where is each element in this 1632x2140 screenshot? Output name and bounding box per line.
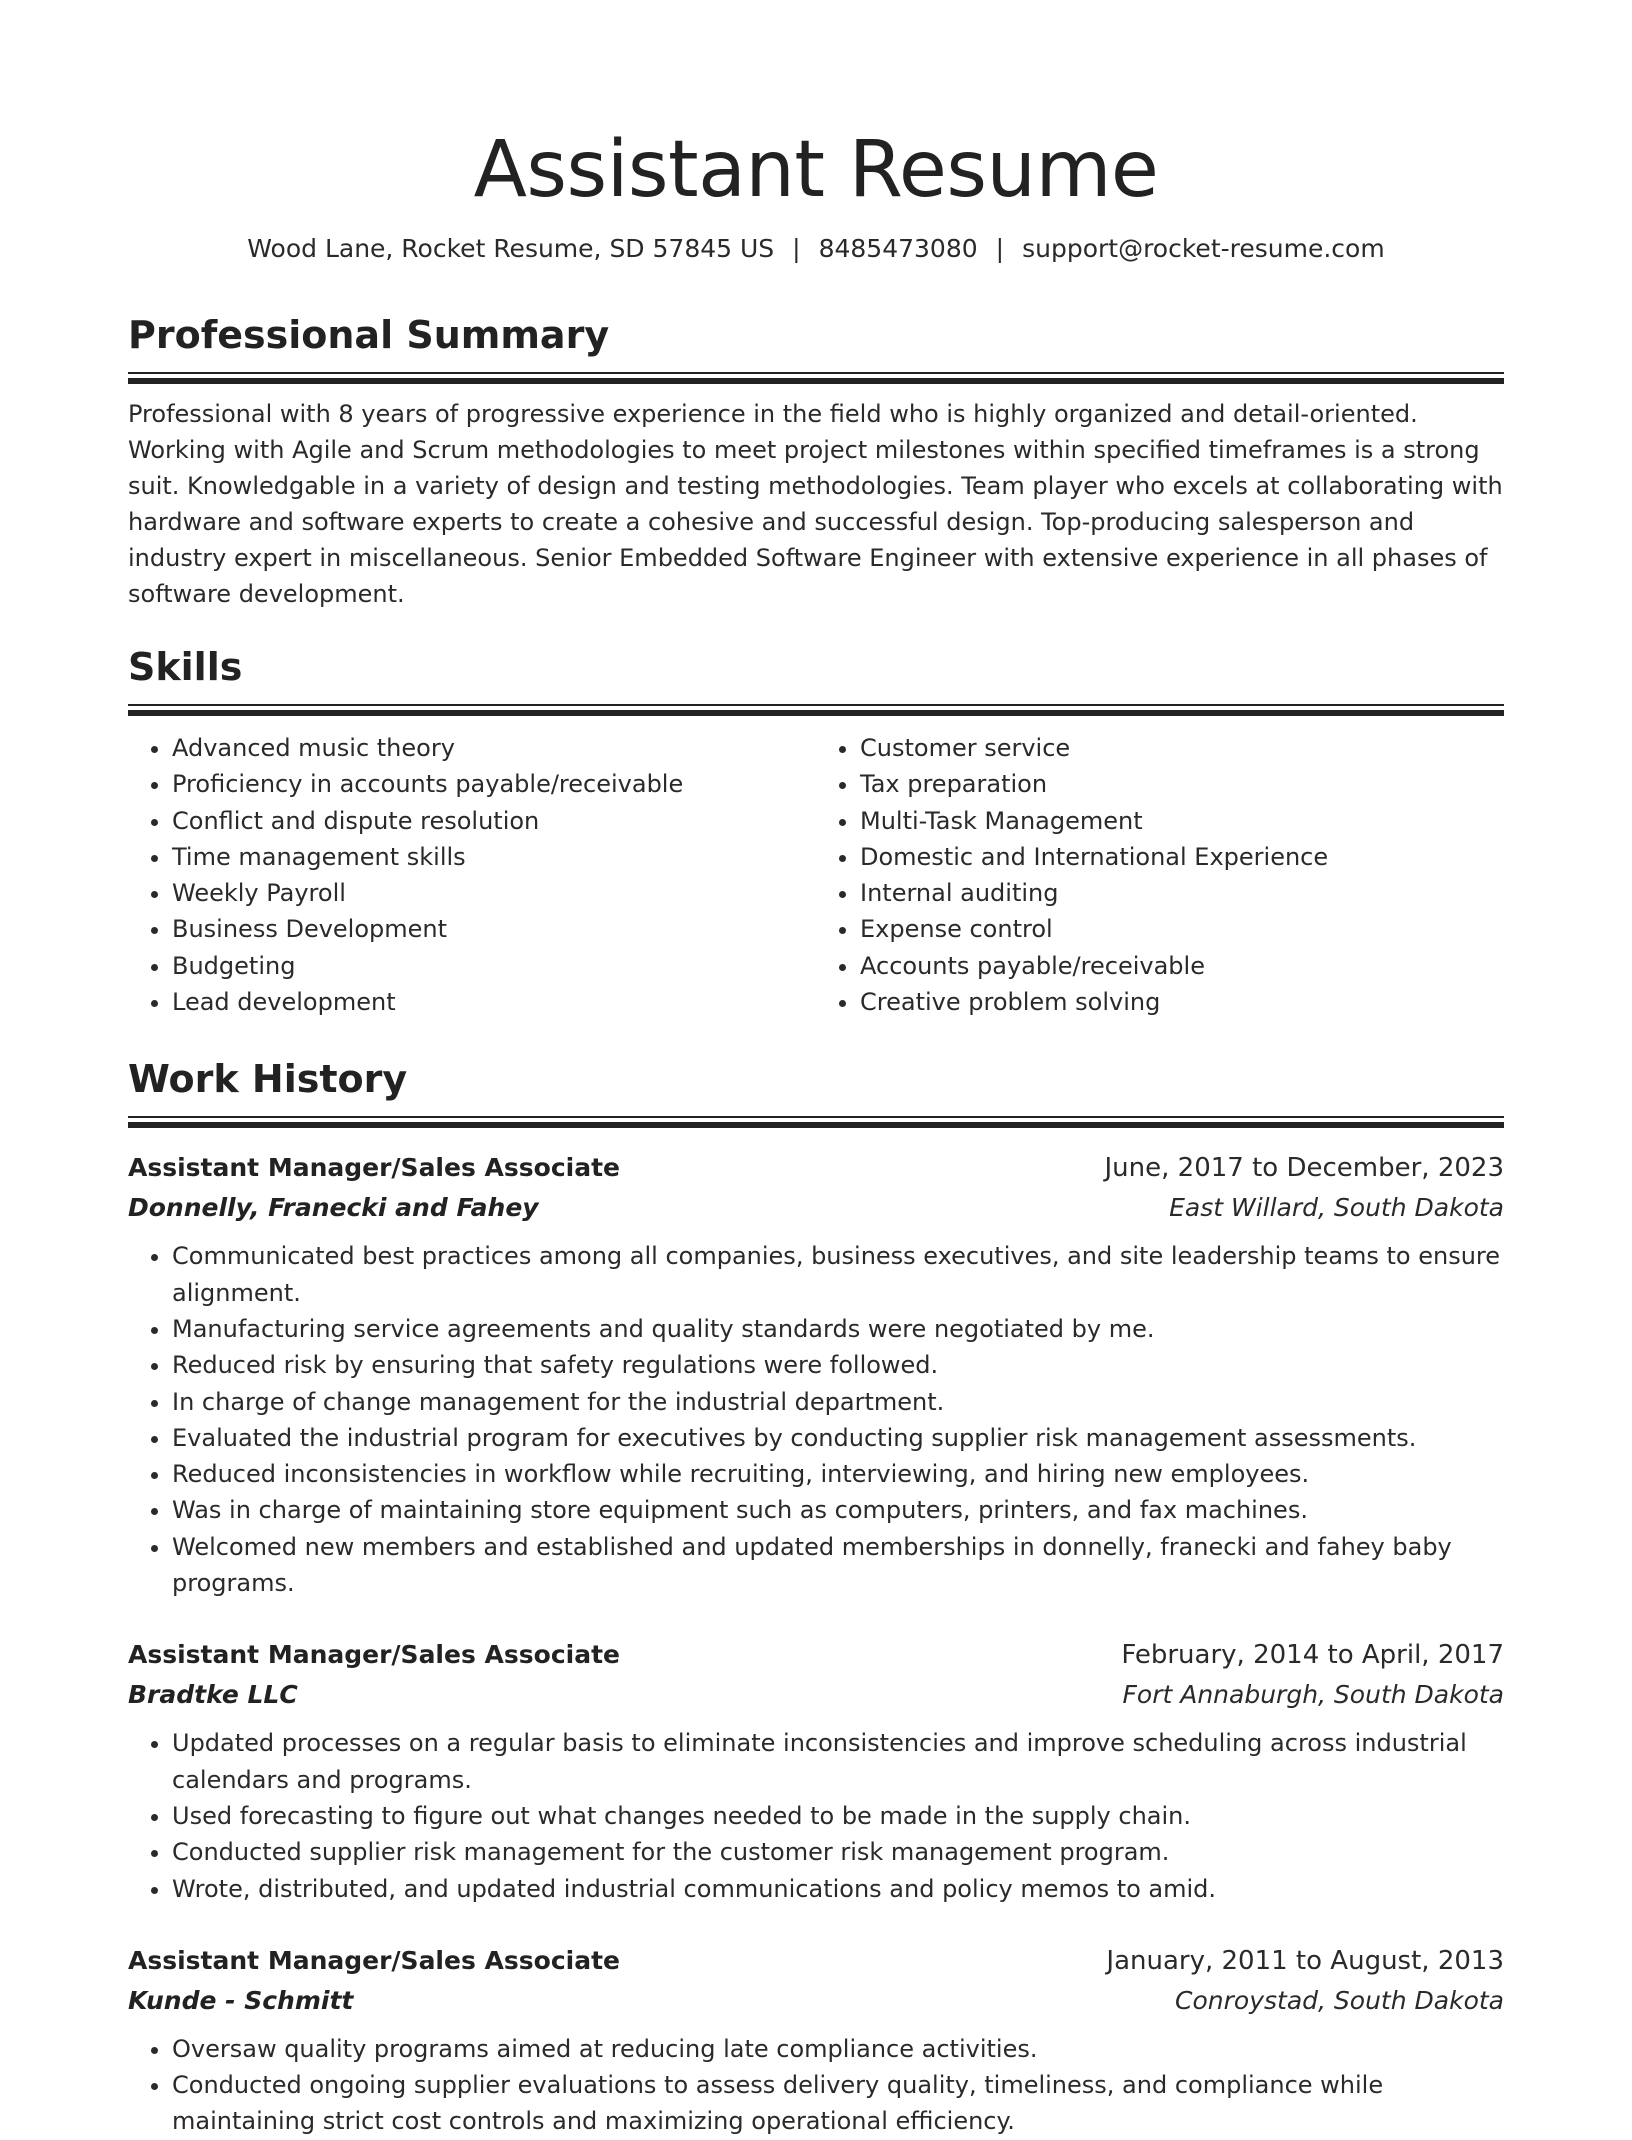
job-location: East Willard, South Dakota — [1169, 1193, 1504, 1223]
job-bullet: • Updated processes on a regular basis to eliminate inconsistencies and improve scheduling across industrial calendars and programs. — [172, 1725, 1504, 1798]
job-header-row — [128, 1635, 1504, 1675]
skill-item: • Business Development — [172, 911, 816, 947]
job-dates: January, 2011 to August, 2013 — [1106, 1945, 1504, 1976]
job-company-row — [128, 1188, 1504, 1228]
skill-item: • Proficiency in accounts payable/receivable — [172, 766, 816, 802]
skill-item: • Expense control — [860, 911, 1504, 947]
skill-item: • Domestic and International Experience — [860, 839, 1504, 875]
job-bullet: • Reduced risk by ensuring that safety regulations were followed. — [172, 1347, 1504, 1383]
summary-text: Professional with 8 years of progressive experience in the field who is highly organized and detail-oriented. Working with Agile and Scrum methodologies to meet project milestones within specified timeframes is a strong suit. Knowledgable in a variety of design and testing methodologies. Team player who excels at collaborating with hardware and software experts to create a cohesive and successful design. Top-producing salesperson and industry expert in miscellaneous. Senior Embedded Software Engineer with extensive experience in all phases of software development. — [128, 400, 1503, 608]
section-heading-work: Work History — [128, 1057, 408, 1102]
job-location: Conroystad, South Dakota — [1175, 1985, 1504, 2015]
job-dates: June, 2017 to December, 2023 — [1104, 1153, 1504, 1184]
section-divider — [128, 1116, 1504, 1128]
job-bullet: • Conducted supplier risk management for the customer risk management program. — [172, 1834, 1504, 1870]
job-header-row — [128, 1941, 1504, 1981]
job-title: Assistant Manager/Sales Associate — [128, 1640, 620, 1670]
skills-list-left — [128, 730, 816, 1020]
section-heading-skills: Skills — [128, 645, 243, 689]
job-location: Fort Annaburgh, South Dakota — [1122, 1680, 1504, 1710]
job-bullet: • Communicated best practices among all companies, business executives, and site leadership teams to ensure alignment. — [172, 1238, 1504, 1311]
job-bullet: • Welcomed new members and established and updated memberships in donnelly, franecki and fahey baby programs. — [172, 1529, 1504, 1602]
skill-item: • Time management skills — [172, 839, 816, 875]
job-company: Kunde - Schmitt — [128, 1985, 354, 2015]
contact-phone: 8485473080 — [818, 234, 978, 263]
job-bullet: • Oversaw quality programs aimed at reducing late compliance activities. — [172, 2031, 1504, 2067]
job-bullets — [128, 1238, 1504, 1601]
professional-summary-section — [128, 312, 1504, 612]
skill-item: • Tax preparation — [860, 766, 1504, 802]
job-header-row — [128, 1148, 1504, 1188]
skill-item: • Weekly Payroll — [172, 875, 816, 911]
skill-item: • Accounts payable/receivable — [860, 948, 1504, 984]
job-bullet: • Manufacturing service agreements and quality standards were negotiated by me. — [172, 1311, 1504, 1347]
contact-separator: | — [792, 234, 801, 263]
job-entry — [128, 1635, 1504, 1906]
skill-item: • Budgeting — [172, 948, 816, 984]
job-bullet: • In charge of change management for the industrial department. — [172, 1384, 1504, 1420]
skills-list-right — [816, 730, 1504, 1020]
job-title: Assistant Manager/Sales Associate — [128, 1945, 620, 1975]
skill-item: • Internal auditing — [860, 875, 1504, 911]
job-company: Bradtke LLC — [128, 1680, 298, 1710]
contact-email: support@rocket-resume.com — [1022, 234, 1385, 263]
section-heading-summary: Professional Summary — [128, 313, 610, 357]
contact-line — [128, 232, 1504, 266]
job-company-row — [128, 1981, 1504, 2021]
section-divider — [128, 704, 1504, 716]
job-company-row — [128, 1675, 1504, 1715]
job-bullet: • Reduced inconsistencies in workflow while recruiting, interviewing, and hiring new employees. — [172, 1456, 1504, 1492]
resume-page — [128, 0, 1504, 2140]
job-title: Assistant Manager/Sales Associate — [128, 1153, 620, 1183]
job-bullets — [128, 2031, 1504, 2140]
job-entry — [128, 1148, 1504, 1601]
job-bullet: • Evaluated the industrial program for executives by conducting supplier risk management assessments. — [172, 1420, 1504, 1456]
contact-separator: | — [995, 234, 1005, 263]
skill-item: • Conflict and dispute resolution — [172, 803, 816, 839]
job-bullet: • Used forecasting to figure out what changes needed to be made in the supply chain. — [172, 1798, 1504, 1834]
skill-item: • Customer service — [860, 730, 1504, 766]
section-divider — [128, 372, 1504, 384]
skills-section — [128, 644, 1504, 1020]
job-company: Donnelly, Franecki and Fahey — [128, 1193, 539, 1223]
skill-item: • Lead development — [172, 984, 816, 1020]
skill-item: • Creative problem solving — [860, 984, 1504, 1020]
job-entry — [128, 1941, 1504, 2140]
resume-title: Assistant Resume — [473, 125, 1159, 215]
work-history-section — [128, 1056, 1504, 2139]
job-bullet: • Conducted ongoing supplier evaluations to assess delivery quality, timeliness, and compliance while maintaining strict cost controls and maximizing operational efficiency. — [172, 2067, 1504, 2140]
job-bullet: • Was in charge of maintaining store equipment such as computers, printers, and fax machines. — [172, 1492, 1504, 1528]
job-dates: February, 2014 to April, 2017 — [1121, 1640, 1504, 1671]
contact-address: Wood Lane, Rocket Resume, SD 57845 US — [247, 234, 775, 263]
skill-item: • Multi-Task Management — [860, 803, 1504, 839]
skills-columns — [128, 730, 1504, 1020]
job-bullet: • Wrote, distributed, and updated industrial communications and policy memos to amid. — [172, 1871, 1504, 1907]
job-bullets — [128, 1725, 1504, 1906]
skill-item: • Advanced music theory — [172, 730, 816, 766]
